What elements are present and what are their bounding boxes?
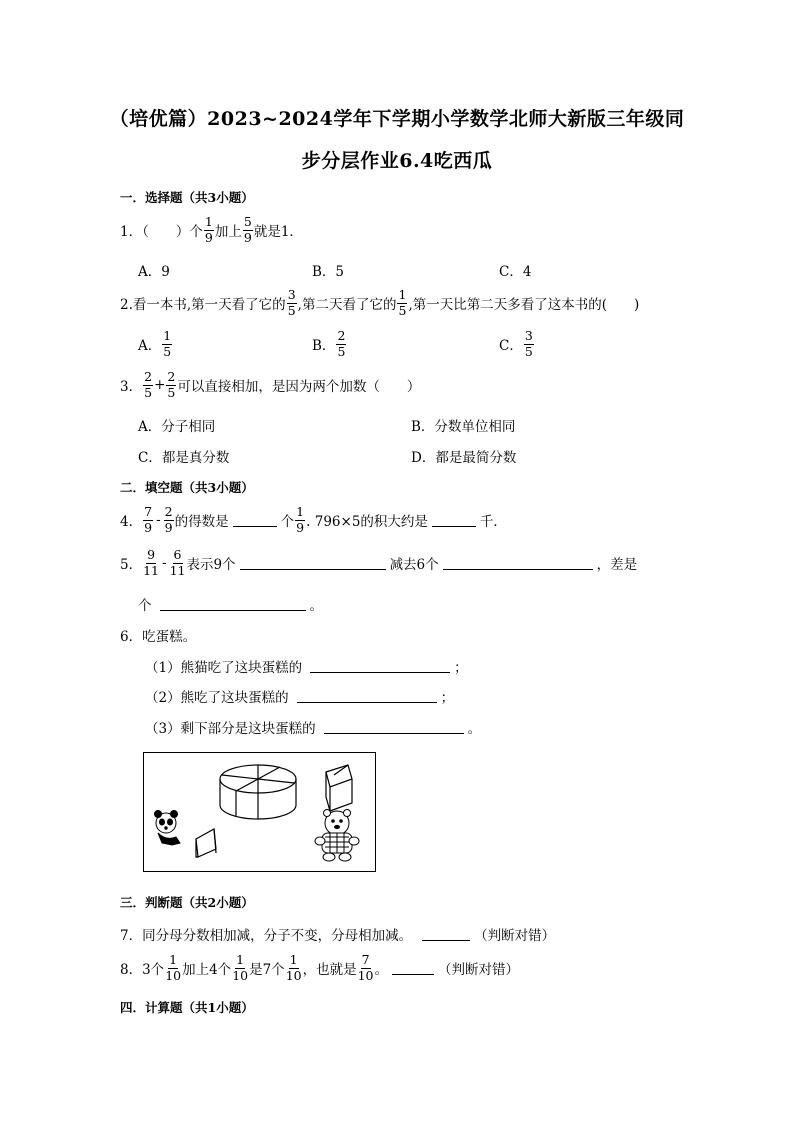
q1-stem-start: 1．（ ）个 xyxy=(120,224,203,240)
q1-fraction-2: $\frac{5}{9}$ xyxy=(243,214,252,245)
q1-option-b[interactable]: B．5 xyxy=(312,264,345,280)
section-judge-heading: 三．判断题（共2小题） xyxy=(120,895,254,910)
question-2 xyxy=(120,289,639,317)
question-1 xyxy=(120,216,303,244)
q2-stem-start: 2.看一本书,第一天看了它的 xyxy=(120,297,286,313)
small-cake-piece-icon xyxy=(196,829,216,857)
q3-stem-end: 可以直接相加，是因为两个加数（ ） xyxy=(177,379,421,395)
q6-part-3: （3）剩下部分是这块蛋糕的 。 xyxy=(145,721,482,737)
question-5-line-2: 个 。 xyxy=(138,598,323,614)
panda-icon xyxy=(155,811,181,846)
title-line-2: 步分层作业6.4吃西瓜 xyxy=(301,150,493,172)
q3-option-c[interactable]: C．都是真分数 xyxy=(138,450,230,466)
q5-fraction-2: $\frac{6}{11}$ xyxy=(169,547,186,578)
q1-fraction-1: $\frac{1}{9}$ xyxy=(204,214,213,245)
q8-fraction-3: $\frac{1}{10}$ xyxy=(285,952,302,983)
question-7: 7．同分母分数相加减，分子不变，分母相加减。 （判断对错） xyxy=(120,928,556,944)
q7-answer-blank[interactable] xyxy=(422,928,470,941)
q6-part-1: （1）熊猫吃了这块蛋糕的 ； xyxy=(145,660,468,676)
q2-option-a[interactable]: A． $\frac{1}{5}$ xyxy=(138,328,172,359)
q5-fraction-1: $\frac{9}{11}$ xyxy=(143,547,159,578)
q3-stem-start: 3． xyxy=(120,379,143,395)
q1-stem-mid: 加上 xyxy=(214,224,242,240)
q5-answer-blank-1[interactable] xyxy=(240,557,386,570)
q3-fraction-2: $\frac{2}{5}$ xyxy=(167,369,176,400)
q1-option-c[interactable]: C．4 xyxy=(499,264,532,280)
q2-option-c[interactable]: C． $\frac{3}{5}$ xyxy=(499,328,533,359)
q6-part-2: （2）熊吃了这块蛋糕的 ； xyxy=(145,690,455,706)
q4-fraction-1: $\frac{7}{9}$ xyxy=(144,504,153,535)
q3-fraction-1: $\frac{2}{5}$ xyxy=(144,369,153,400)
cake-drawing xyxy=(144,753,374,870)
q5-answer-blank-2[interactable] xyxy=(443,557,593,570)
q1-option-a[interactable]: A．9 xyxy=(138,264,170,280)
q1-stem-end: 就是1． xyxy=(253,224,303,240)
q8-fraction-1: $\frac{1}{10}$ xyxy=(165,952,182,983)
q2-stem-end: ,第一天比第二天多看了这本书的( ) xyxy=(408,297,640,313)
question-3 xyxy=(120,371,420,399)
q4-answer-blank-1[interactable] xyxy=(233,514,277,527)
q3-option-d[interactable]: D．都是最简分数 xyxy=(411,450,517,466)
q3-plus-sign: + xyxy=(154,377,166,393)
q6-answer-blank-2[interactable] xyxy=(297,690,437,703)
q2-fraction-1: $\frac{3}{5}$ xyxy=(287,287,296,318)
q8-answer-blank[interactable] xyxy=(392,962,434,975)
section-choice-heading: 一．选择题（共3小题） xyxy=(120,190,254,205)
section-calc-heading: 四．计算题（共1小题） xyxy=(120,1000,254,1015)
bear-icon xyxy=(315,810,359,862)
q2-option-b[interactable]: B． $\frac{2}{5}$ xyxy=(312,328,346,359)
q8-fraction-2: $\frac{1}{10}$ xyxy=(232,952,249,983)
q6-answer-blank-1[interactable] xyxy=(310,660,450,673)
question-6: 6．吃蛋糕。 xyxy=(120,629,197,645)
section-fill-heading: 二．填空题（共3小题） xyxy=(120,480,254,495)
q2-stem-mid: ,第二天看了它的 xyxy=(297,297,397,313)
q4-fraction-3: $\frac{1}{9}$ xyxy=(296,504,305,535)
q3-option-b[interactable]: B．分数单位相同 xyxy=(411,419,516,435)
q3-option-a[interactable]: A．分子相同 xyxy=(138,419,216,435)
q5-answer-blank-3[interactable] xyxy=(160,598,306,611)
title-line-1: （培优篇）2023~2024学年下学期小学数学北师大新版三年级同 xyxy=(109,108,685,130)
question-5: 5． $\frac{9}{11}$ - $\frac{6}{11}$ 表示9个 减去6个 ，差是 xyxy=(120,547,638,578)
q6-answer-blank-3[interactable] xyxy=(324,721,464,734)
q4-fraction-2: $\frac{2}{9}$ xyxy=(164,504,173,535)
question-8: 8．3个 $\frac{1}{10}$ 加上4个 $\frac{1}{10}$ 是7个 $\frac{1}{10}$ ，也就是 $\frac{7}{10}$ 。 （判断对错） xyxy=(120,952,519,983)
whole-cake-icon xyxy=(220,765,296,819)
q4-answer-blank-2[interactable] xyxy=(432,514,476,527)
cake-illustration xyxy=(143,752,376,872)
q2-fraction-2: $\frac{1}{5}$ xyxy=(398,287,407,318)
cake-slice-icon xyxy=(326,765,352,811)
q8-fraction-4: $\frac{7}{10}$ xyxy=(357,952,374,983)
question-4: 4． $\frac{7}{9}$ - $\frac{2}{9}$ 的得数是 个 $\frac{1}{9}$ . 796×5的积大约是 千． xyxy=(120,504,507,535)
